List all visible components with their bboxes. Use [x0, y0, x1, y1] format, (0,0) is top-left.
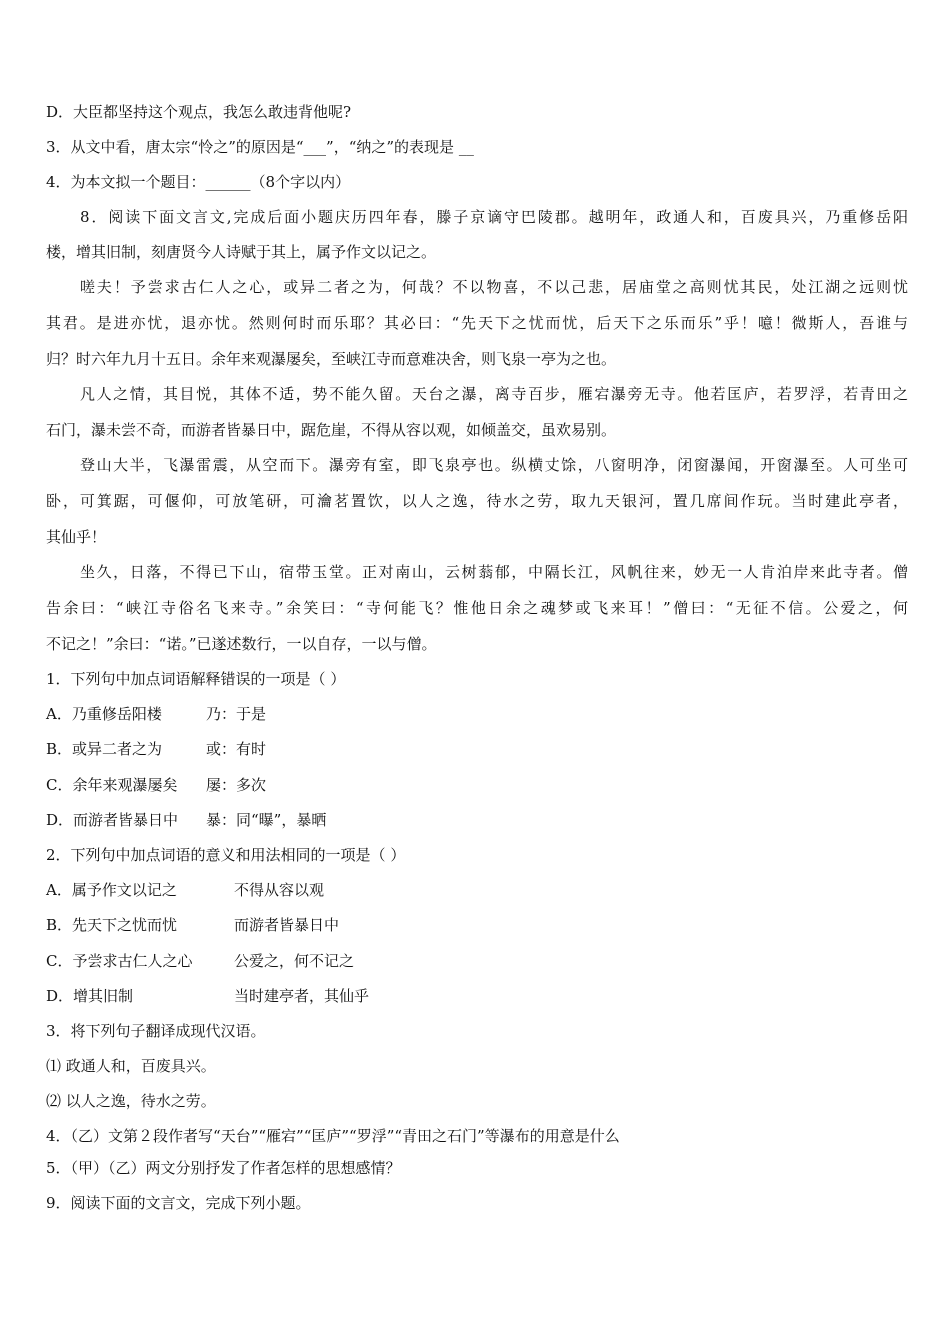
passage-line: 其仙乎！ — [46, 528, 107, 546]
option-sentence: A．属予作文以记之 — [46, 881, 177, 899]
passage-line: 其君。是进亦忧，退亦忧。然则何时而乐耶？其必曰：“先天下之忧而忧，后天下之乐而乐”乎！噫！微斯人，吾谁与 — [46, 314, 908, 332]
option-sentence: B．先天下之忧而忧 — [46, 916, 178, 934]
question-5-stem: 5．（甲）（乙）两文分别抒发了作者怎样的思想感情？ — [46, 1159, 401, 1177]
passage-paragraph-start: 凡人之情，其目悦，其体不适，势不能久留。天台之瀑，离寺百步，雁宕瀑旁无寺。他若匡庐，若罗浮，若青田之 — [80, 385, 908, 403]
passage-line: 石门，瀑未尝不奇，而游者皆暴日中，踞危崖，不得从容以观，如倾盖交，虽欢易别。 — [46, 421, 617, 439]
question-2-option-a — [46, 880, 908, 900]
option-explanation: 屡：多次 — [206, 776, 267, 794]
option-sentence: C．余年来观瀑屡矣 — [46, 776, 178, 794]
option-explanation: 暴：同“曝”，暴晒 — [206, 811, 327, 829]
passage-line: 不记之！”余曰：“诺。”已遂述数行，一以自存，一以与僧。 — [46, 635, 437, 653]
question-2-stem: 2．下列句中加点词语的意义和用法相同的一项是（ ） — [46, 846, 406, 864]
translate-item-2: ⑵ 以人之逸，待水之劳。 — [46, 1092, 216, 1110]
option-sentence: C．予尝求古仁人之心 — [46, 952, 193, 970]
question-4-line: 4．为本文拟一个题目：______（8个字以内） — [46, 173, 351, 191]
translate-item-1: ⑴ 政通人和，百废具兴。 — [46, 1057, 216, 1075]
passage-line: 告余曰：“峡江寺俗名飞来寺。”余笑曰：“寺何能飞？惟他日余之魂梦或飞来耳！”僧曰：“无征不信。公爱之，何 — [46, 599, 908, 617]
passage-line: 楼，增其旧制，刻唐贤今人诗赋于其上，属予作文以记之。 — [46, 243, 437, 261]
question-1-stem: 1．下列句中加点词语解释错误的一项是（ ） — [46, 670, 346, 688]
question-1-option-b — [46, 739, 908, 759]
option-explanation: 或：有时 — [206, 740, 267, 758]
question-2-option-c — [46, 951, 908, 971]
passage-paragraph-start: 登山大半，飞瀑雷震，从空而下。瀑旁有室，即飞泉亭也。纵横丈馀，八窗明净，闭窗瀑闻，开窗瀑至。人可坐可 — [80, 456, 908, 474]
option-sentence-compare: 而游者皆暴日中 — [234, 916, 340, 934]
option-explanation: 乃：于是 — [206, 705, 267, 723]
option-sentence: A．乃重修岳阳楼 — [46, 705, 162, 723]
question-3-stem: 3．将下列句子翻译成现代汉语。 — [46, 1022, 266, 1040]
question-9-intro: 9．阅读下面的文言文，完成下列小题。 — [46, 1194, 311, 1212]
passage-line: 归？时六年九月十五日。余年来观瀑屡矣，至峡江寺而意难决舍，则飞泉一亭为之也。 — [46, 350, 617, 368]
passage-8-intro: 8．阅读下面文言文,完成后面小题庆历四年春，滕子京谪守巴陵郡。越明年，政通人和，百废具兴，乃重修岳阳 — [80, 208, 908, 226]
option-sentence: D．而游者皆暴日中 — [46, 811, 179, 829]
option-sentence-compare: 不得从容以观 — [234, 881, 325, 899]
question-1-option-c — [46, 775, 908, 795]
option-sentence-compare: 公爱之，何不记之 — [234, 952, 355, 970]
option-sentence: B．或异二者之为 — [46, 740, 163, 758]
passage-paragraph-start: 嗟夫！予尝求古仁人之心，或异二者之为，何哉？不以物喜，不以己悲，居庙堂之高则忧其民，处江湖之远则忧 — [80, 278, 908, 296]
question-3-line: 3．从文中看，唐太宗“怜之”的原因是“___”，“纳之”的表现是 __ — [46, 138, 474, 156]
option-sentence-compare: 当时建亭者，其仙乎 — [234, 987, 370, 1005]
question-4-stem: 4．（乙）文第２段作者写“天台”“雁宕”“匡庐”“罗浮”“青田之石门”等瀑布的用意是什么 — [46, 1127, 620, 1145]
question-1-option-a — [46, 704, 908, 724]
question-2-option-d — [46, 986, 908, 1006]
question-1-option-d — [46, 810, 908, 830]
question-2-option-b — [46, 915, 908, 935]
q-option-d-line: D．大臣都坚持这个观点，我怎么敢违背他呢? — [46, 103, 352, 121]
passage-line: 卧，可箕踞，可偃仰，可放笔研，可瀹茗置饮，以人之逸，待水之劳，取九天银河，置几席间作玩。当时建此亭者， — [46, 492, 908, 510]
passage-paragraph-start: 坐久，日落，不得已下山，宿带玉堂。正对南山，云树蓊郁，中隔长江，风帆往来，妙无一人肯泊岸来此寺者。僧 — [80, 563, 908, 581]
option-sentence: D．增其旧制 — [46, 987, 134, 1005]
